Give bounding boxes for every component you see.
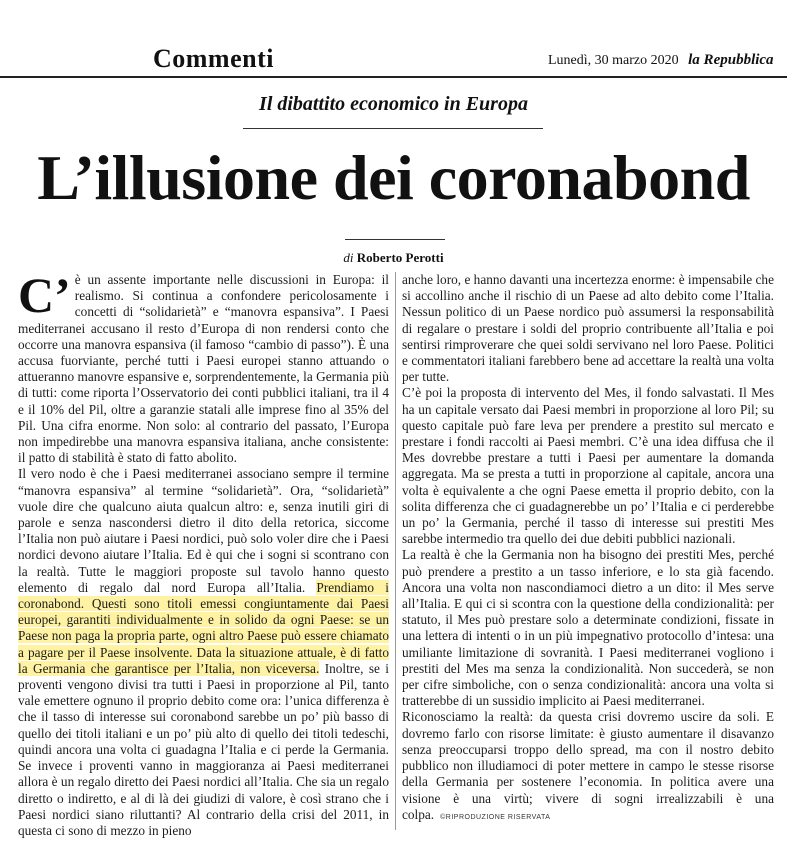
byline-prefix: di	[343, 250, 354, 265]
drop-cap: C’	[18, 267, 71, 323]
page-header	[0, 0, 787, 84]
article-kicker: Il dibattito economico in Europa	[259, 93, 528, 115]
paragraph: Riconosciamo la realtà: da questa crisi dovremo uscire da soli. E dovremo farlo con risorse limitate: è giusto aumentare il disavanzo senza preoccuparsi troppo dello spread, ma con il nostro debito pubblico non illudiamoci di poter mettere in campo le stesse risorse della Germania per sostenere l’economia. In politica avere una visione è una virtù; vivere di sogni irrealizzabili è una colpa.	[402, 709, 774, 822]
article-column-right	[402, 272, 774, 826]
byline	[0, 250, 787, 266]
paragraph: è un assente importante nelle discussioni in Europa: il realismo. Si continua a confondere pericolosamente i concetti di “solidarietà” e “manovra espansiva”. I Paesi mediterranei accusano il resto d’Europa di non rendersi conto che occorre una manovra espansiva (il famoso “cambio di passo”). È una accusa fuorviante, perché tutti i Paesi europei stanno attuando o attueranno manovre espansive e, sorprendentemente, la Germania più di tutti: come riporta l’Osservatorio dei conti pubblici italiani, tra il 4 e il 10% del Pil, oltre a garanzie statali alle imprese fino al 35% del Pil. Una cifra enorme. Non solo: al contrario del passato, l’Europa non impedirebbe una manovra espansiva italiana, anche consistente: il patto di stabilità è stato di fatto abolito.	[18, 272, 389, 466]
header-rule	[0, 76, 787, 78]
paragraph: Inoltre, se i proventi vengono divisi tra tutti i Paesi in proporzione al Pil, tanto vale emettere ognuno il proprio debito come ora: l’unica differenza è che il tasso di interesse sui coronabond sarebbe un po’ più basso di quello dei titoli italiani e un po’ più alto di quello dei titoli tedeschi, quindi ancora una volta ci guadagna l’Italia e ci perde la Germania. Se invece i proventi vanno in maggioranza ai Paesi mediterranei allora è un regalo diretto dei Paesi nordici all’Italia. Che sia un regalo diretto o indiretto, e al di là dei giudizi di valore, è così strano che i Paesi nordici siano riluttanti? Al contrario della crisi del 2011, in questa ci sono di mezzo in pieno	[18, 660, 389, 838]
paragraph: anche loro, e hanno davanti una incertezza enorme: è impensabile che si accollino anche il rischio di un Paese ad alto debito come l’Italia. Nessun politico di un Paese nordico può assumersi la responsabilità di regalare o prestare i soldi del proprio contribuente all’Italia e poi sentirsi rimproverare che quei soldi servivano nel loro Paese. Politici e commentatori italiani farebbero bene ad accettare la realtà una volta per tutte.	[402, 272, 774, 385]
paragraph-final	[402, 709, 774, 825]
column-divider	[395, 272, 396, 830]
paragraph: C’è poi la proposta di intervento del Mes, il fondo salvastati. Il Mes ha un capitale versato dai Paesi membri in proporzione al loro Pil; su questo capitale può fare leva per prendere a prestito sul mercato e prestare i fondi raccolti ai Paesi membri. C’è una idea diffusa che il Mes dovrebbe prestare a tutti i Paesi per aumentare la domanda aggregata. Ma se presta a tutti in proporzione al capitale, ancora una volta è equivalente a che ogni Paese emetta il proprio debito, con la solita differenza che ci guadagnerebbe un po’ l’Italia e ci perderebbe un po’ la Germania, perché il tasso di interesse sui prestiti Mes sarebbe intermedio tra quello dei due debiti pubblici nazionali.	[402, 385, 774, 547]
copyright-notice: ©RIPRODUZIONE RISERVATA	[440, 813, 551, 821]
paragraph: Il vero nodo è che i Paesi mediterranei associano sempre il termine “manovra espansiva” al termine “solidarietà”. Ora, “solidarietà” vuole dire che qualcuno aiuta qualcun altro: e, senza inutili giri di parole e senza nascondersi dietro il dito della retorica, siccome l’Italia non può aiutare i Paesi nordici, può solo voler dire che i Paesi nordici devono aiutare l’Italia. Ed è qui che i sogni si scontrano con la realtà. Tutte le maggiori proposte sul tavolo hanno questo elemento di regalo dal nord Europa all’Italia.	[18, 466, 389, 595]
publication-date: Lunedì, 30 marzo 2020	[548, 53, 679, 68]
date-line	[548, 52, 774, 69]
section-title: Commenti	[153, 44, 274, 73]
paragraph: La realtà è che la Germania non ha bisogno dei prestiti Mes, perché può prendere a prestito a un tasso inferiore, e lo sta già facendo. Ancora una volta non nascondiamoci dietro a un dito: il Mes serve all’Italia. E qui ci si scontra con la questione della condizionalità: per statuto, il Mes può prestare solo a determinate condizioni, fissate in una lettera di intenti o in un più impegnativo protocollo d’intesa: una umiliante limitazione di sovranità. I Paesi mediterranei vogliono i prestiti del Mes ma senza la condizionalità. Non succederà, se non per cifre simboliche, con o senza condizionalità: ancora una volta si tratterebbe di un sussidio implicito ai Paesi mediterranei.	[402, 547, 774, 709]
article-headline: L’illusione dei coronabond	[37, 142, 750, 213]
byline-rule	[345, 239, 445, 240]
author-name: Roberto Perotti	[356, 250, 444, 265]
newspaper-brand: la Repubblica	[688, 52, 774, 68]
article-column-left	[18, 267, 389, 839]
kicker-rule	[243, 128, 543, 129]
highlighted-passage: Prendiamo i coronabond. Questi sono titoli emessi congiuntamente dai Paesi europei, garantiti individualmente e in solido da ogni Paese: se un Paese non paga la propria parte, ogni altro Paese può essere chiamato a pagare per il Paese insolvente. Data la situazione attuale, è di fatto la Germania che garantisce per l’Italia, non viceversa.	[18, 579, 389, 676]
